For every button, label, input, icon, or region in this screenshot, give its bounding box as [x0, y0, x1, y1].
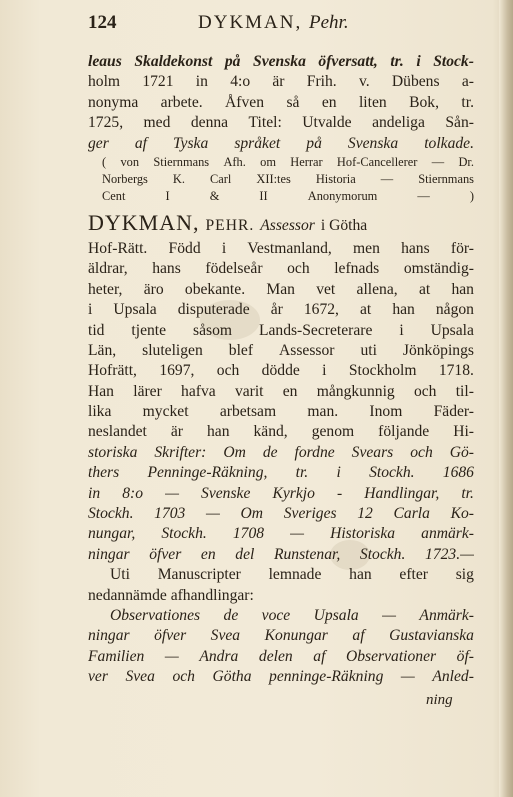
body-line: tid tjente såsom Lands-Secreterare i Upsala: [88, 321, 474, 339]
running-title-first: Pehr.: [309, 12, 349, 33]
italic-line: ver Svea och Götha penninge-Räkning — Anled-: [88, 668, 474, 686]
italic-line: Stockh. 1703 — Om Sveriges 12 Carla Ko-: [88, 505, 474, 523]
note-line: Norbergs K. Carl XII:tes Historia — Stiernmans: [102, 171, 474, 186]
page-number: 124: [88, 12, 117, 33]
entry-heading-rest: i Götha: [320, 216, 368, 234]
text-line: 1725, med denna Titel: Utvalde andeliga Sån-: [88, 114, 474, 132]
italic-line: in 8:o — Svenske Kyrkjo - Handlingar, tr.: [88, 484, 474, 502]
entry-title: Assessor: [260, 216, 315, 234]
body-line: neslandet är han känd, genom följande Hi-: [88, 423, 474, 441]
catchword: ning: [426, 692, 453, 708]
body-line: Län, sluteligen blef Assessor uti Jönköpings: [88, 341, 474, 359]
text-line: ger af Tyska språket på Svenska tolkade.: [88, 134, 474, 152]
italic-line: nungar, Stockh. 1708 — Historiska anmärk-: [88, 525, 474, 543]
note-line: ( von Stiernmans Afh. om Herrar Hof-Cancellerer — Dr.: [102, 154, 474, 169]
body-line: Han lärer hafva varit en mångkunnig och til-: [88, 382, 474, 400]
italic-line: Observationes de voce Upsala — Anmärk-: [110, 606, 474, 624]
body-line: heter, äro obekante. Man vet allena, at han: [88, 280, 474, 298]
body-line: Uti Manuscripter lemnade han efter sig: [110, 566, 474, 584]
italic-line: thers Penninge-Räkning, tr. i Stockh. 1686: [88, 464, 474, 482]
body-line: lika mycket arbetsam man. Inom Fäder-: [88, 403, 474, 421]
entry-heading: [88, 213, 474, 239]
body-line: Hof-Rätt. Född i Vestmanland, men hans för-: [88, 239, 474, 257]
running-title: [198, 12, 349, 34]
running-title-name: DYKMAN,: [198, 12, 303, 33]
italic-line: ningar öfver en del Runstenar, Stockh. 1723.—: [88, 545, 474, 563]
entry-forename: PEHR.: [205, 216, 255, 234]
note-line: Cent I & II Anonymorum — ): [102, 188, 474, 203]
body-line: Hofrätt, 1697, och dödde i Stockholm 1718.: [88, 362, 474, 380]
body-line: nedannämde afhandlingar:: [88, 586, 254, 604]
page-text: [88, 52, 474, 688]
body-line: i Upsala disputerade år 1672, at han någon: [88, 301, 474, 319]
text-line: leaus Skaldekonst på Svenska öfversatt, tr. i Stock-: [88, 53, 474, 70]
italic-line: Familien — Andra delen af Observationer öf-: [88, 647, 474, 665]
body-line: äldrar, hans födelseår och lefnads omständig-: [88, 260, 474, 278]
italic-line: ningar öfver Svea Konungar af Gustavianska: [88, 627, 474, 645]
italic-line: storiska Skrifter: Om de fordne Svears och Gö-: [88, 443, 474, 461]
page-header: [88, 12, 478, 40]
text-line: holm 1721 in 4:o är Frih. v. Dübens a-: [88, 73, 474, 91]
text-line: nonyma arbete. Åfven så en liten Bok, tr.: [88, 93, 474, 111]
entry-surname: DYKMAN,: [88, 212, 200, 235]
page-edge: [499, 0, 513, 797]
